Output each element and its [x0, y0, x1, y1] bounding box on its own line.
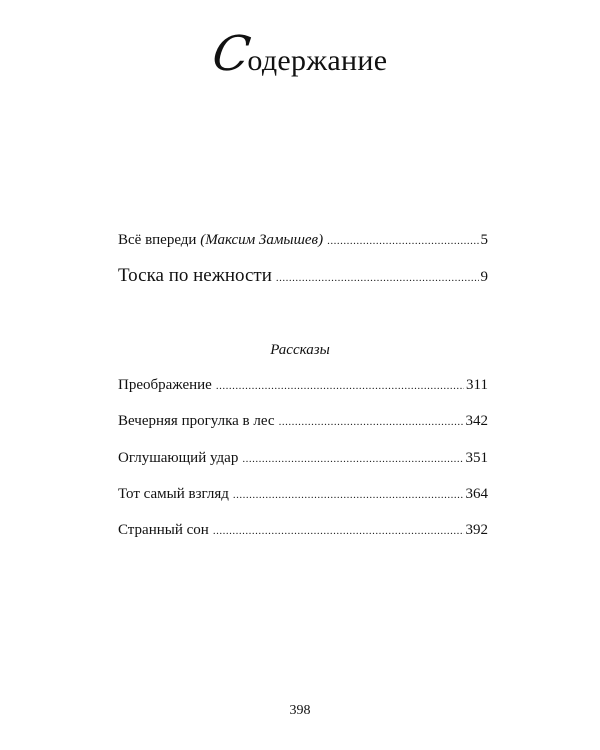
toc-entry-label: Странный сон [118, 522, 209, 538]
toc-entry-page: 364 [465, 486, 488, 502]
title-rest: одержание [247, 44, 388, 77]
toc-leader-dots [327, 235, 478, 247]
toc-leader-dots [242, 453, 463, 465]
toc-entry [118, 265, 488, 287]
toc-entry [118, 232, 488, 249]
toc-entry-page: 342 [465, 413, 488, 429]
toc-leader-dots [216, 380, 464, 392]
toc-leader-dots [233, 489, 464, 501]
page-title [0, 26, 600, 82]
page-number: 398 [289, 703, 311, 718]
toc-leader-dots [276, 272, 479, 284]
toc-leader-dots [279, 416, 464, 428]
toc-entry-page: 5 [480, 232, 488, 248]
section-heading: Рассказы [270, 342, 330, 358]
toc-entry-label: Всё впереди (Максим Замышев) [118, 232, 324, 248]
toc-entry-label: Оглушающий удар [118, 450, 239, 466]
toc-entry [118, 377, 488, 394]
title-initial: С [208, 26, 254, 82]
toc-entry-label: Тоска по нежности [118, 265, 272, 286]
toc-entry-label: Преображение [118, 377, 212, 393]
toc-entry-page: 351 [465, 450, 488, 466]
toc-leader-dots [213, 525, 464, 537]
toc-entry-label: Вечерняя прогулка в лес [118, 413, 275, 429]
toc-entry [118, 522, 488, 539]
toc-entry-label: Тот самый взгляд [118, 486, 229, 502]
toc-entry-page: 9 [480, 269, 488, 285]
toc-entry [118, 486, 488, 503]
toc-entry [118, 450, 488, 467]
toc-entry [118, 413, 488, 430]
toc-entry-page: 311 [466, 377, 488, 393]
toc-entry-page: 392 [465, 522, 488, 538]
